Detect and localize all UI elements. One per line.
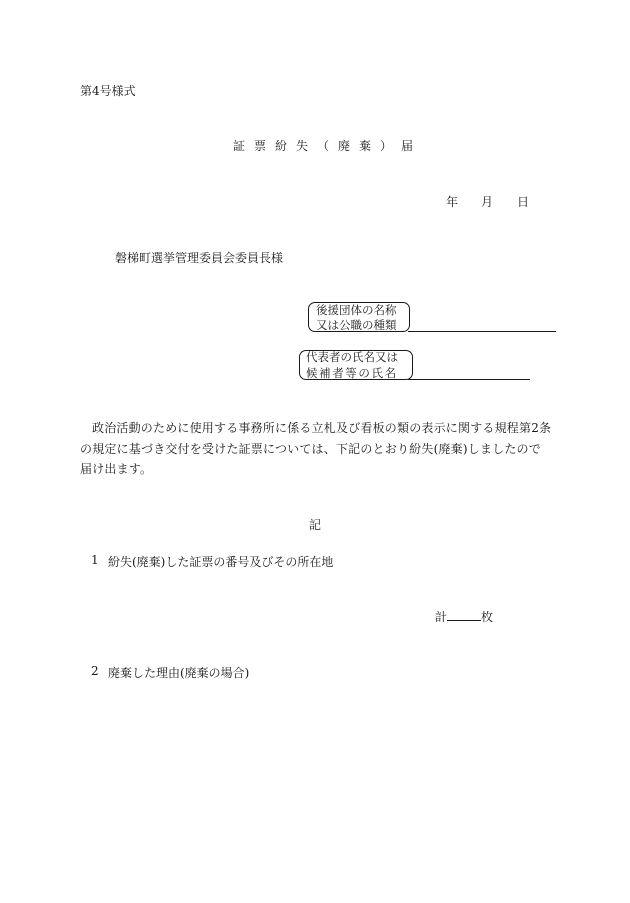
org-label-line2: 又は公職の種類	[316, 318, 397, 332]
count-suffix: 枚	[481, 610, 494, 624]
item-2-number: 2	[91, 664, 99, 678]
body-paragraph: 政治活動のために使用する事務所に係る立札及び看板の類の表示に関する規程第2条の規定に基づき交付を受けた証票については、下記のとおり紛失(廃棄)しましたので届け出ます。	[80, 421, 552, 476]
rep-label-line1: 代表者の氏名又は	[306, 350, 398, 364]
item-2-text: 廃棄した理由(廃棄の場合)	[108, 666, 250, 680]
document-title: 証票紛失（廃棄）届	[233, 139, 423, 153]
date-month: 月	[481, 195, 494, 209]
item-1-number: 1	[91, 553, 99, 567]
org-underline	[408, 331, 556, 332]
count-line	[435, 608, 493, 625]
rep-underline	[408, 379, 530, 380]
date-year: 年	[446, 195, 459, 209]
addressee: 磐梯町選挙管理委員会委員長様	[115, 251, 284, 265]
ki-heading: 記	[309, 518, 322, 532]
rep-label-line2: 候補者等の氏名	[306, 366, 398, 380]
count-blank	[447, 609, 481, 621]
count-prefix: 計	[435, 610, 448, 624]
item-1-text: 紛失(廃棄)した証票の番号及びその所在地	[108, 555, 334, 569]
date-day: 日	[517, 195, 530, 209]
form-number: 第4号様式	[80, 84, 136, 98]
org-label-line1: 後援団体の名称	[316, 303, 397, 317]
